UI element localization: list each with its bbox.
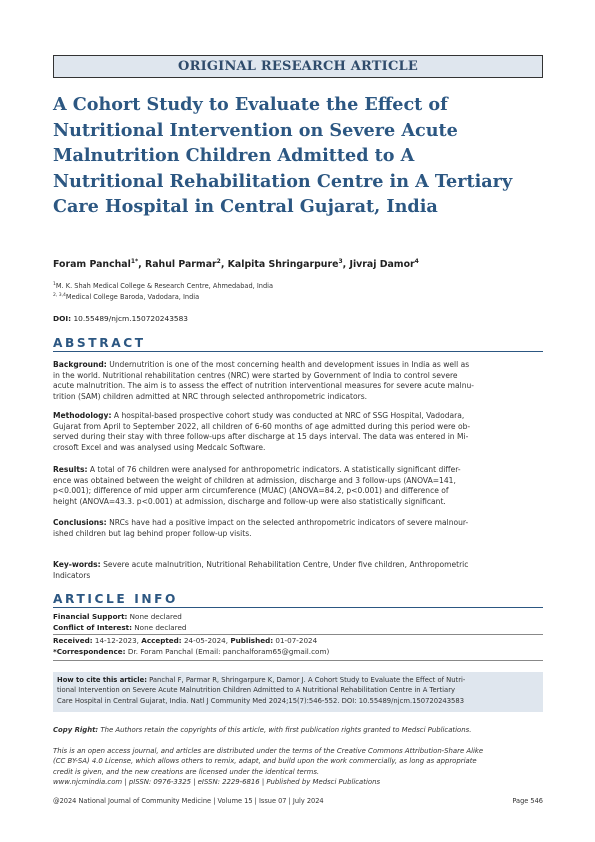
keywords xyxy=(53,560,543,581)
title-line: A Cohort Study to Evaluate the Effect of xyxy=(53,94,448,115)
text-line: credit is given, and the new creations are licensed under the identical terms. xyxy=(53,767,320,776)
author-name: Kalpita Shringarpure xyxy=(227,259,339,271)
article-type-banner: ORIGINAL RESEARCH ARTICLE xyxy=(53,55,543,78)
citation-label: How to cite this article: xyxy=(57,676,147,684)
info-label: Conflict of Interest: xyxy=(53,622,132,632)
article-dates xyxy=(53,636,543,647)
author-sup: 4 xyxy=(414,258,419,265)
text-line: (CC BY-SA) 4.0 License, which allows others to remix, adapt, and build upon the work commercially, as long as appropriate xyxy=(53,757,477,766)
doi-link[interactable]: 10.55489/njcm.150720243583 xyxy=(73,314,189,323)
abstract-heading: ABSTRACT xyxy=(53,336,543,352)
text-line: Care Hospital in Central Gujarat, India. Natl J Community Med 2024;15(7):546-552. DOI: 10.55489/njcm.150720243583 xyxy=(57,696,465,705)
affiliation-text: M. K. Shah Medical College & Research Centre, Ahmedabad, India xyxy=(55,282,274,291)
citation-box xyxy=(53,672,543,712)
results-label: Results: xyxy=(53,465,88,474)
title-line: Nutritional Rehabilitation Centre in A Tertiary xyxy=(53,170,513,192)
license xyxy=(53,746,543,788)
text-line: acute malnutrition. The aim is to assess the effect of nutrition interventional measures for severe acute malnu- xyxy=(53,381,475,391)
info-value: None declared xyxy=(129,612,182,621)
article-info-heading: ARTICLE INFO xyxy=(53,592,543,608)
title-line: Care Hospital in Central Gujarat, India xyxy=(53,196,438,217)
text-line: A total of 76 children were analysed for anthropometric indicators. A statistically significant differ- xyxy=(89,465,461,474)
text-line: served during their stay with three follow-ups after discharge at 15 days interval. The data was entered in Mi- xyxy=(53,432,469,442)
divider xyxy=(53,660,543,661)
text-line: Indicators xyxy=(53,570,91,580)
info-label: Published: xyxy=(230,636,274,645)
info-label: *Correspondence: xyxy=(53,647,126,656)
abstract-results xyxy=(53,465,543,507)
text-line: ence was obtained between the weight of children at admission, discharge and 3 follow-ups (ANOVA=141, xyxy=(53,475,456,485)
correspondence-email[interactable]: Dr. Foram Panchal (Email: panchalforam65@gmail.com) xyxy=(127,647,330,656)
affiliation-2 xyxy=(53,293,199,301)
author-list: Foram Panchal$^{1*}$, Rahul Parmar$^2$, Kalpita Shringarpure$^3$, Jivraj Damor$^4$ xyxy=(53,258,419,271)
affiliation-text: Medical College Baroda, Vadodara, India xyxy=(65,293,200,302)
footer-journal: @2024 National Journal of Community Medicine | Volume 15 | Issue 07 | July 2024 xyxy=(53,797,324,805)
article-info xyxy=(53,612,543,633)
doi xyxy=(53,314,188,323)
page-number: Page 546 xyxy=(512,797,543,805)
abstract-methodology xyxy=(53,411,543,453)
affiliation-sup: 1 xyxy=(53,282,56,287)
author-name: Foram Panchal xyxy=(53,259,131,271)
author-sup: 2 xyxy=(216,258,221,265)
title-line: Malnutrition Children Admitted to A xyxy=(53,145,415,166)
text-line: Undernutrition is one of the most concerning health and development issues in India as well as xyxy=(109,360,470,369)
copyright xyxy=(53,725,543,735)
conclusions-label: Conclusions: xyxy=(53,518,107,527)
text-line: crosoft Excel and was analysed using Medcalc Software. xyxy=(53,442,266,452)
info-value: 01-07-2024 xyxy=(275,636,318,645)
text-line: ished children but lag behind proper follow-up visits. xyxy=(53,528,252,538)
journal-links[interactable]: www.njcmindia.com | pISSN: 0976-3325 | eISSN: 2229-6816 | Published by Medsci Publications xyxy=(53,778,381,787)
text-line: A hospital-based prospective cohort study was conducted at NRC of SSG Hospital, Vadodara, xyxy=(113,411,465,420)
author-sup: 1* xyxy=(130,258,139,265)
methodology-label: Methodology: xyxy=(53,411,112,420)
author-sup: 3 xyxy=(338,258,343,265)
copyright-text: The Authors retain the copyrights of this article, with first publication rights granted to Medsci Publications. xyxy=(100,726,472,734)
text-line: in the world. Nutritional rehabilitation centres (NRC) were started by Government of India to control severe xyxy=(53,370,458,380)
text-line: Severe acute malnutrition, Nutritional Rehabilitation Centre, Under five children, Anthropometric xyxy=(103,560,469,569)
abstract-conclusions xyxy=(53,518,543,539)
info-value: 14-12-2023, xyxy=(94,636,139,645)
author-name: Rahul Parmar xyxy=(144,259,217,271)
abstract-background xyxy=(53,360,543,402)
article-title xyxy=(53,92,543,220)
text-line: tional Intervention on Severe Acute Malnutrition Children Admitted to A Nutritional Rehabilitation Centre in A Tertiary xyxy=(57,686,456,695)
info-label: Accepted: xyxy=(141,636,182,645)
keywords-label: Key-words: xyxy=(53,560,101,569)
info-label: Financial Support: xyxy=(53,612,128,621)
affiliation-1 xyxy=(53,282,273,290)
doi-label: DOI: xyxy=(53,314,72,323)
info-value: 24-05-2024, xyxy=(183,636,229,645)
affiliation-sup: 2, 3,4 xyxy=(53,293,66,298)
conflict-of-interest xyxy=(53,623,543,634)
info-label: Received: xyxy=(53,636,93,645)
author-name: Jivraj Damor xyxy=(349,259,415,271)
text-line: p<0.001); difference of mid upper arm circumference (MUAC) (ANOVA=84.2, p<0.001) and difference of xyxy=(53,486,449,496)
text-line: This is an open access journal, and articles are distributed under the terms of the Creative Commons Attribution-Share Alike xyxy=(53,747,484,755)
correspondence xyxy=(53,647,543,658)
info-value: None declared xyxy=(134,622,187,632)
text-line: Gujarat from April to September 2022, all children of 6-60 months of age admitted during this period were ob- xyxy=(53,421,471,431)
text-line: Panchal F, Parmar R, Shringarpure K, Damor J. A Cohort Study to Evaluate the Effect of Nutri- xyxy=(149,676,466,684)
text-line: NRCs have had a positive impact on the selected anthropometric indicators of severe malnour- xyxy=(109,518,469,527)
copyright-label: Copy Right: xyxy=(53,726,99,734)
financial-support xyxy=(53,612,543,623)
title-line: Nutritional Intervention on Severe Acute xyxy=(53,119,458,141)
text-line: height (ANOVA=43.3. p<0.001) at admission, discharge and follow-up were also statistically significant. xyxy=(53,496,446,506)
background-label: Background: xyxy=(53,360,107,369)
text-line: trition (SAM) children admitted at NRC through selected anthropometric indicators. xyxy=(53,391,368,401)
divider xyxy=(53,634,543,635)
